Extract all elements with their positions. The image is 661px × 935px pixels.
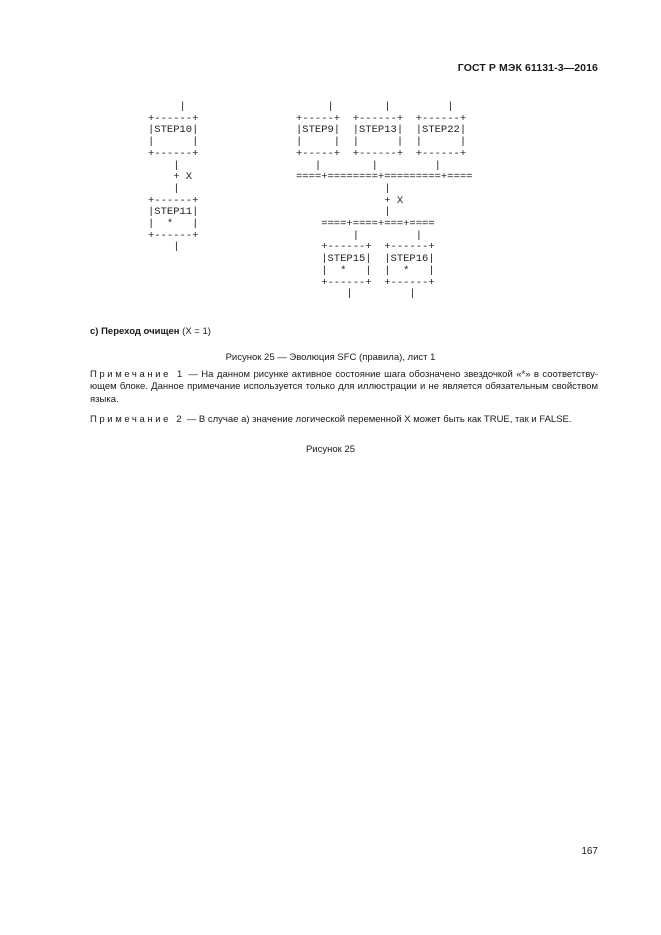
note-1-label: Примечание 1 bbox=[90, 369, 185, 380]
note-1 bbox=[90, 369, 598, 406]
figure-title: Рисунок 25 — Эволюция SFC (правила), лист 1 bbox=[225, 352, 436, 363]
sfc-diagram-right: | | | +-----+ +------+ +------+ |STEP9| |STEP13| |STEP22| | | | | | | +-----+ +------+ +------+ | | | ====+========+=========+==== | + X | ====+====+===+==== | | +------+ +------+ |STEP15| |STEP16| | * | | * | +------+ +------+ | | bbox=[296, 101, 473, 301]
document-header: ГОСТ Р МЭК 61131-3—2016 bbox=[457, 62, 598, 74]
page-number: 167 bbox=[581, 846, 598, 857]
subfigure-caption-rest: (X = 1) bbox=[179, 326, 211, 337]
note-2 bbox=[90, 414, 598, 426]
note-2-label: Примечание 2 bbox=[90, 414, 185, 425]
note-2-text: — В случае а) значение логической переменной X может быть как TRUE, так и FALSE. bbox=[184, 414, 572, 425]
note-1-text: — На данном рисунке активное состояние шага обозначено звездочкой «*» в соответству-ющем блоке. Данное примечание используется только для иллюстрации и не является обязательным свойством языка. bbox=[90, 369, 598, 405]
subfigure-caption bbox=[90, 326, 211, 337]
figure-reference: Рисунок 25 bbox=[305, 444, 356, 455]
sfc-diagram-left: | +------+ |STEP10| | | +------+ | + X | +------+ |STEP11| | * | +------+ | bbox=[148, 101, 199, 254]
subfigure-caption-bold: c) Переход очищен bbox=[90, 326, 180, 337]
